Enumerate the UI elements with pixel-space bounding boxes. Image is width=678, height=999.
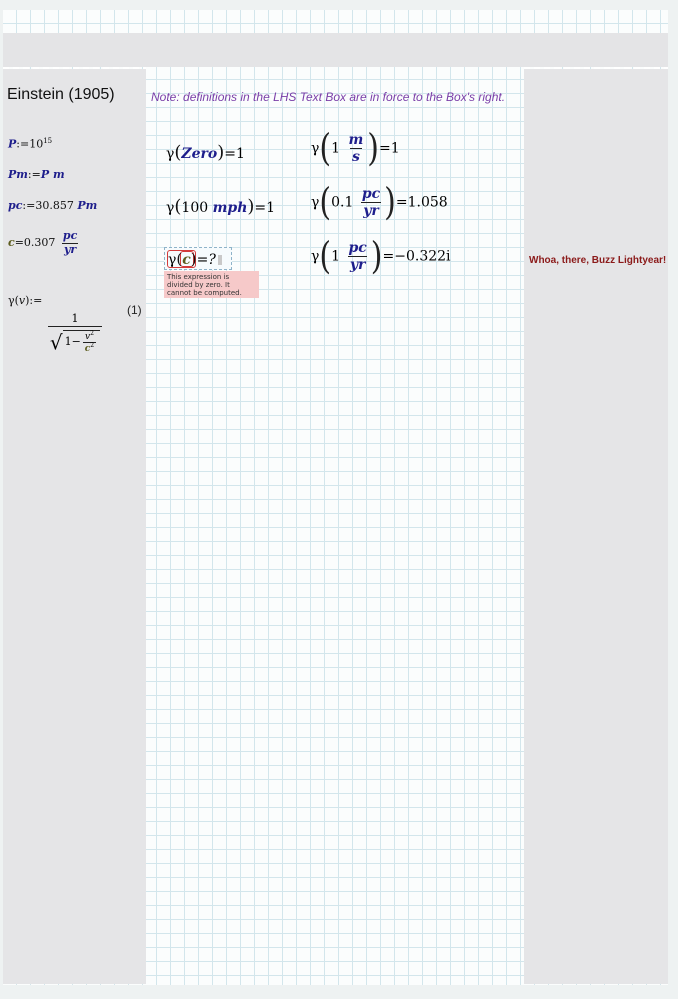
pc-unit: Pm (77, 199, 98, 212)
result-value: 1 (390, 140, 400, 157)
resize-handle[interactable] (218, 255, 222, 265)
var-c: c (8, 236, 15, 250)
worksheet-title[interactable]: Einstein (1905) (7, 86, 115, 103)
gamma-minus: − (71, 335, 81, 349)
error-region[interactable] (164, 247, 259, 299)
assign-op: := (29, 294, 43, 307)
eval-gamma-m-per-s[interactable]: γ(1 $\frac{m}{s}$ )=1 (311, 126, 400, 170)
unit-pc: pc (348, 240, 367, 256)
result-placeholder[interactable]: ? (208, 252, 216, 268)
unit-pc: pc (361, 186, 381, 202)
expr-pm: P m (40, 168, 65, 181)
eq-op: = (395, 194, 408, 211)
gamma-symbol: γ (166, 200, 175, 216)
gamma-sq-1: 2 (90, 329, 94, 337)
gamma-symbol: γ (168, 252, 177, 268)
gamma-symbol: γ (311, 140, 320, 157)
gamma-c: c (84, 343, 91, 354)
gamma-symbol: γ (8, 294, 15, 307)
def-gamma[interactable]: γ(v):= 1 √ 1 − $\frac{v^2}{c^2}$ (8, 294, 104, 354)
exp-15: 15 (43, 137, 53, 145)
pc-value: 30.857 (35, 199, 74, 212)
eval-gamma-zero[interactable]: γ(Zero)=1 (166, 142, 245, 163)
unit-yr: yr (64, 242, 77, 256)
rhs-text-box[interactable] (524, 69, 668, 984)
eq-op: = (14, 236, 24, 250)
eq-op: = (196, 252, 209, 268)
assign-op: := (27, 168, 41, 181)
unit-pc: pc (62, 229, 78, 242)
num-10: 10 (29, 137, 44, 151)
gamma-v: v (84, 331, 91, 342)
num-1: 1 (331, 248, 341, 265)
def-pc[interactable] (8, 199, 97, 212)
gamma-sq-2: 2 (90, 341, 95, 349)
unit-s: s (351, 149, 360, 166)
arg-c: c (182, 252, 191, 268)
eq-op: = (382, 248, 395, 265)
assign-op: := (16, 137, 30, 151)
unit-yr: yr (363, 203, 379, 220)
eq-op: = (224, 146, 237, 162)
var-p: P (8, 137, 17, 151)
gamma-one: 1 (64, 335, 72, 349)
eval-gamma-c[interactable]: γ(c)=? (164, 247, 232, 270)
result-value: 1.058 (407, 194, 448, 211)
unit-mph: mph (212, 200, 248, 216)
def-pm[interactable] (8, 168, 65, 181)
gamma-symbol: γ (311, 194, 320, 211)
eval-gamma-0.1c[interactable]: γ(0.1 $\frac{pc}{yr}$ )=1.058 (311, 180, 448, 224)
result-value: −0.322i (394, 248, 451, 265)
note-text[interactable]: Note: definitions in the LHS Text Box are in force to the Box's right. (151, 90, 506, 104)
num-100: 100 (181, 200, 209, 216)
num-0.1: 0.1 (331, 194, 354, 211)
gamma-symbol: γ (311, 248, 320, 265)
gamma-symbol: γ (166, 146, 175, 162)
def-p[interactable] (8, 137, 52, 151)
c-value: 0.307 (23, 236, 56, 250)
eval-gamma-1c[interactable]: γ(1 $\frac{pc}{yr}$ )=−0.322i (311, 234, 451, 278)
def-c[interactable] (8, 230, 81, 256)
header-region (3, 33, 668, 67)
error-tooltip: This expression is divided by zero. It cannot be computed. (164, 271, 259, 298)
var-v: v (18, 294, 26, 307)
arg-zero: Zero (181, 146, 218, 162)
equation-number: (1) (127, 303, 142, 317)
eq-op: = (379, 140, 391, 157)
var-pm: Pm (8, 168, 28, 181)
unit-m: m (348, 132, 364, 148)
num-1: 1 (331, 140, 341, 157)
eval-gamma-mph[interactable]: γ(100 mph)=1 (166, 196, 276, 217)
unit-yr: yr (349, 257, 366, 274)
assign-op: := (22, 199, 36, 212)
result-value: 1 (236, 146, 245, 162)
var-pc: pc (8, 199, 23, 212)
result-value: 1 (266, 200, 276, 216)
warning-text[interactable]: Whoa, there, Buzz Lightyear! (529, 255, 667, 266)
eq-op: = (254, 200, 267, 216)
gamma-numerator: 1 (71, 312, 79, 325)
